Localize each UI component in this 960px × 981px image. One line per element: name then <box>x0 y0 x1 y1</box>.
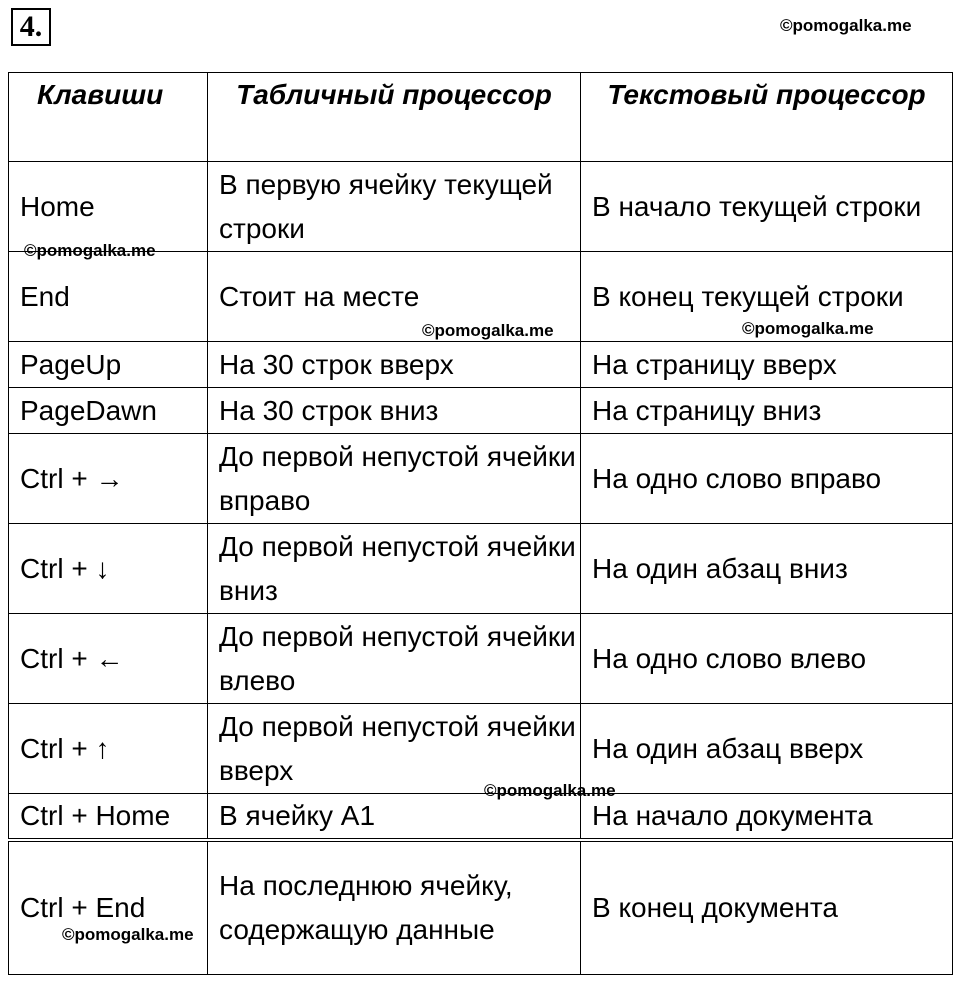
spreadsheet-cell: До первой непустой ячейки влево <box>208 614 581 704</box>
watermark-end-row-middle: ©pomogalka.me <box>422 321 554 340</box>
table-header-row <box>9 73 953 162</box>
spreadsheet-cell: На 30 строк вниз <box>208 388 581 434</box>
table-row <box>9 342 953 388</box>
watermark-home-row: ©pomogalka.me <box>24 241 156 260</box>
text-processor-cell: В конец текущей строки <box>581 252 953 342</box>
spreadsheet-cell: В первую ячейку текущей строки <box>208 162 581 252</box>
watermark-end-row-right: ©pomogalka.me <box>742 319 874 338</box>
table-row <box>9 794 953 841</box>
key-cell: PageUp <box>9 342 208 388</box>
watermark-ctrl-end-row: ©pomogalka.me <box>62 925 194 944</box>
header-spreadsheet: Табличный процессор <box>208 73 581 162</box>
table-row <box>9 840 953 974</box>
key-cell: Ctrl + ↓ <box>9 524 208 614</box>
spreadsheet-cell: На последнюю ячейку, содержащую данные <box>208 840 581 974</box>
text-processor-cell: На одно слово вправо <box>581 434 953 524</box>
text-processor-cell: В начало текущей строки <box>581 162 953 252</box>
watermark-top-right: ©pomogalka.me <box>780 16 912 35</box>
spreadsheet-cell: Стоит на месте <box>208 252 581 342</box>
spreadsheet-cell: До первой непустой ячейки вверх <box>208 704 581 794</box>
header-text-processor: Текстовый процессор <box>581 73 953 162</box>
spreadsheet-cell: До первой непустой ячейки вниз <box>208 524 581 614</box>
spreadsheet-cell: На 30 строк вверх <box>208 342 581 388</box>
text-processor-cell: В конец документа <box>581 840 953 974</box>
text-processor-cell: На начало документа <box>581 794 953 841</box>
text-processor-cell: На страницу вниз <box>581 388 953 434</box>
text-processor-cell: На один абзац вниз <box>581 524 953 614</box>
table-row <box>9 614 953 704</box>
task-number-box: 4. <box>11 8 51 46</box>
key-cell: Ctrl + ↑ <box>9 704 208 794</box>
key-cell: End <box>9 252 208 342</box>
table-row <box>9 704 953 794</box>
table-row <box>9 388 953 434</box>
key-cell: PageDawn <box>9 388 208 434</box>
table-row <box>9 434 953 524</box>
header-keys: Клавиши <box>9 73 208 162</box>
text-processor-cell: На одно слово влево <box>581 614 953 704</box>
table-row <box>9 162 953 252</box>
key-cell: Ctrl + End <box>9 840 208 974</box>
key-cell: Home <box>9 162 208 252</box>
key-cell: Ctrl + → <box>9 434 208 524</box>
text-processor-cell: На один абзац вверх <box>581 704 953 794</box>
spreadsheet-cell: В ячейку А1 <box>208 794 581 841</box>
text-processor-cell: На страницу вверх <box>581 342 953 388</box>
watermark-ctrl-up-row: ©pomogalka.me <box>484 781 616 800</box>
key-cell: Ctrl + Home <box>9 794 208 841</box>
table-row <box>9 524 953 614</box>
key-cell: Ctrl + ← <box>9 614 208 704</box>
hotkeys-table <box>8 72 953 975</box>
spreadsheet-cell: До первой непустой ячейки вправо <box>208 434 581 524</box>
